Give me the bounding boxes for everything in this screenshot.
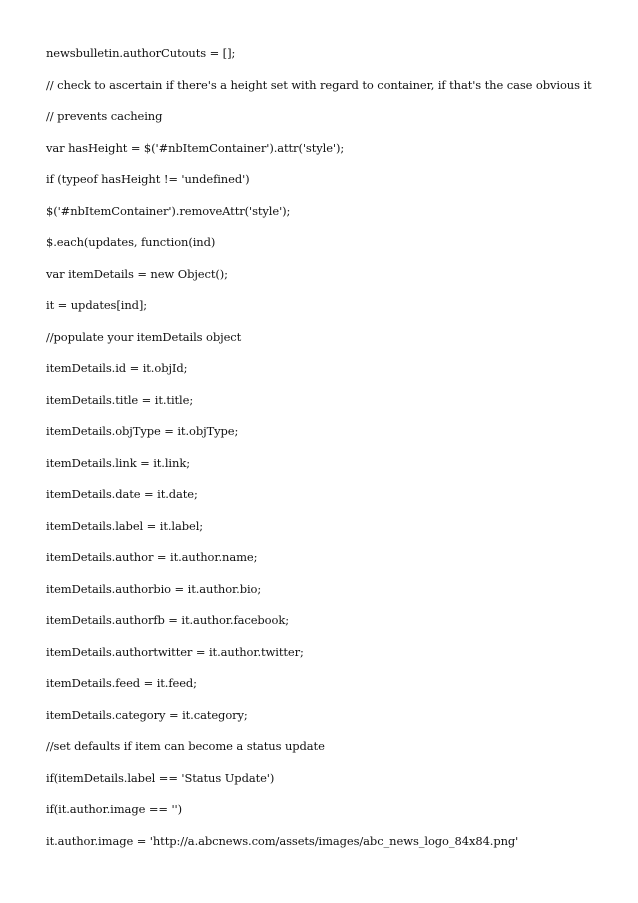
code-line: itemDetails.id = it.objId;	[46, 361, 188, 375]
code-line: var itemDetails = new Object();	[46, 266, 228, 281]
code-line: if(itemDetails.label == 'Status Update')	[46, 770, 275, 785]
code-line: //set defaults if item can become a status update	[46, 739, 325, 753]
code-line: $('#nbItemContainer').removeAttr('style');	[46, 203, 291, 218]
code-line: itemDetails.link = it.link;	[46, 455, 190, 470]
code-line: itemDetails.category = it.category;	[46, 707, 248, 722]
code-line: var hasHeight = $('#nbItemContainer').attr('style');	[46, 140, 345, 155]
code-listing	[46, 45, 626, 864]
code-line: itemDetails.author = it.author.name;	[46, 550, 258, 564]
code-line: itemDetails.authortwitter = it.author.twitter;	[46, 644, 304, 659]
code-line: // prevents cacheing	[46, 109, 163, 123]
code-line: //populate your itemDetails object	[46, 329, 242, 344]
code-line: it.author.image = 'http://a.abcnews.com/assets/images/abc_news_logo_84x84.png'	[46, 833, 519, 848]
code-line: itemDetails.feed = it.feed;	[46, 676, 197, 690]
code-line: itemDetails.label = it.label;	[46, 518, 204, 533]
code-line: $.each(updates, function(ind)	[46, 235, 216, 249]
code-line: itemDetails.objType = it.objType;	[46, 424, 239, 438]
code-line: if(it.author.image == '')	[46, 802, 182, 816]
code-line: itemDetails.authorbio = it.author.bio;	[46, 581, 262, 596]
code-line: itemDetails.authorfb = it.author.facebook;	[46, 613, 289, 627]
code-line: itemDetails.title = it.title;	[46, 392, 194, 407]
code-line: it = updates[ind];	[46, 298, 148, 312]
code-line: // check to ascertain if there's a height set with regard to container, if that's the case obvious it	[46, 77, 592, 92]
code-line: newsbulletin.authorCutouts = [];	[46, 46, 236, 60]
code-line: itemDetails.date = it.date;	[46, 487, 198, 501]
code-line: if (typeof hasHeight != 'undefined')	[46, 172, 250, 186]
